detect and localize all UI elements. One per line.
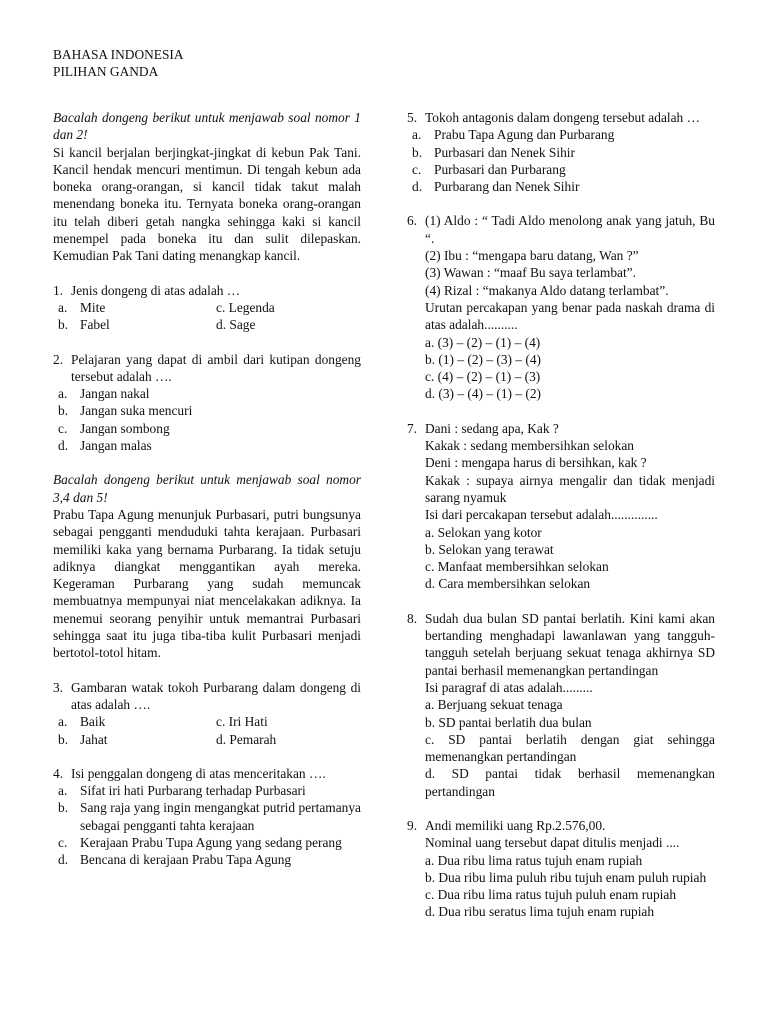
question-number: 7. [407, 420, 418, 436]
dialogue-line: (2) Ibu : “mengapa baru datang, Wan ?” [425, 248, 639, 264]
option-a: a. Selokan yang kotor [425, 524, 542, 540]
option-a: a. Sifat iri hati Purbarang terhadap Purbasari [58, 783, 306, 799]
option-b: b. Jahat [58, 731, 108, 747]
option-d: d. SD pantai tidak berhasil memenangkan pertandingan [425, 766, 715, 799]
option-b: b. Dua ribu lima puluh ribu tujuh enam puluh rupiah [425, 869, 707, 885]
dialogue-line: (1) Aldo : “ Tadi Aldo menolong anak yang jatuh, Bu “. [425, 213, 715, 246]
question-text: Nominal uang tersebut dapat ditulis menjadi .... [425, 835, 680, 851]
dialogue-line: Kakak : supaya airnya mengalir dan tidak menjadi sarang nyamuk [425, 472, 715, 505]
option-d: d. Dua ribu seratus lima tujuh enam rupiah [425, 904, 655, 920]
option-b: b. SD pantai berlatih dua bulan [425, 714, 592, 730]
question-text: Tokoh antagonis dalam dongeng tersebut adalah … [425, 110, 700, 125]
question-text: Urutan percakapan yang benar pada naskah drama di atas adalah.......... [425, 299, 715, 333]
option-b: b. Sang raja yang ingin mengangkat putrid pertamanya sebagai pengganti tahta kerajaan [58, 800, 361, 833]
question-8 [407, 610, 715, 800]
question-number: 6. [407, 213, 418, 229]
option-d: d. Purbarang dan Nenek Sihir [412, 179, 580, 195]
question-7 [407, 420, 715, 593]
option-d: d. Bencana di kerajaan Prabu Tapa Agung [58, 852, 292, 868]
dialogue-line: (4) Rizal : “makanya Aldo datang terlambat”. [425, 282, 669, 298]
option-b: b. Purbasari dan Nenek Sihir [412, 144, 575, 160]
question-text: Isi penggalan dongeng di atas menceritakan …. [71, 765, 326, 781]
option-c: c. Legenda [216, 299, 275, 315]
question-passage: Sudah dua bulan SD pantai berlatih. Kini kami akan bertanding menghadapi lawanlawan yang tangguh-tangguh setelah berjuang sekuat tenaga akhirnya SD pantai berhasil memenangkan pertandingan [425, 610, 715, 678]
option-c: c. Manfaat membersihkan selokan [425, 559, 609, 575]
question-number: 9. [407, 817, 418, 833]
option-d: d. Cara membersihkan selokan [425, 576, 591, 592]
option-b: b. Selokan yang terawat [425, 541, 554, 557]
dialogue-line: Deni : mengapa harus di bersihkan, kak ? [425, 455, 647, 471]
instruction-1: Bacalah dongeng berikut untuk menjawab soal nomor 1 dan 2! [53, 110, 361, 143]
right-column [407, 109, 715, 921]
option-a: a. Mite [58, 299, 106, 315]
option-a: a. Berjuang sekuat tenaga [425, 697, 563, 713]
option-a: a. Jangan nakal [58, 386, 150, 402]
option-a: a. Dua ribu lima ratus tujuh enam rupiah [425, 852, 643, 868]
option-c: c. Purbasari dan Purbarang [412, 161, 566, 177]
option-d: d. (3) – (4) – (1) – (2) [425, 386, 542, 402]
question-number: 3. [53, 679, 64, 695]
question-text: Pelajaran yang dapat di ambil dari kutipan dongeng tersebut adalah …. [71, 351, 361, 384]
page-header [53, 46, 184, 81]
dialogue-line: Dani : sedang apa, Kak ? [425, 420, 559, 436]
question-3 [53, 679, 361, 748]
question-number: 8. [407, 610, 418, 626]
instruction-2: Bacalah dongeng berikut untuk menjawab soal nomor 3,4 dan 5! [53, 472, 361, 505]
option-c: c. Iri Hati [216, 714, 268, 730]
question-text: Andi memiliki uang Rp.2.576,00. [425, 817, 606, 833]
question-4 [53, 765, 361, 869]
option-a: a. Prabu Tapa Agung dan Purbarang [412, 127, 615, 143]
question-9 [407, 817, 715, 921]
question-text: Isi paragraf di atas adalah......... [425, 679, 593, 695]
question-number: 4. [53, 765, 64, 781]
option-b: b. Fabel [58, 317, 110, 333]
option-c: c. Jangan sombong [58, 420, 170, 436]
question-text: Gambaran watak tokoh Purbarang dalam dongeng di atas adalah …. [71, 679, 361, 712]
dialogue-line: (3) Wawan : “maaf Bu saya terlambat”. [425, 265, 636, 281]
question-text: Isi dari percakapan tersebut adalah.............. [425, 507, 658, 523]
left-column [53, 109, 361, 869]
option-d: d. Jangan malas [58, 438, 152, 454]
option-a: a. Baik [58, 714, 106, 730]
question-number: 5. [407, 110, 418, 125]
dialogue-line: Kakak : sedang membersihkan selokan [425, 438, 634, 454]
question-text: Jenis dongeng di atas adalah … [71, 282, 241, 298]
option-c: c. Kerajaan Prabu Tupa Agung yang sedang perang [58, 834, 342, 850]
option-c: c. SD pantai berlatih dengan giat sehingga memenangkan pertandingan [425, 731, 715, 765]
question-5 [407, 109, 715, 195]
story-passage-1: Si kancil berjalan berjingkat-jingkat di kebun Pak Tani. Kancil hendak mencuri mentimun. Di tengah kebun ada boneka orang-orangan, si kancil tidak takut malah menendang boneka itu. Ternyata boneka orang-orangan itu telah diberi getah nangka sehingga kaki si kancil menempel pada boneka itu dan sulit dilepaskan. Kemudian Pak Tani dating menangkap kancil. [53, 144, 361, 264]
question-number: 1. [53, 282, 64, 298]
subject-title: BAHASA INDONESIA [53, 47, 184, 62]
option-a: a. (3) – (2) – (1) – (4) [425, 334, 541, 350]
option-b: b. Jangan suka mencuri [58, 403, 193, 419]
option-c: c. Dua ribu lima ratus tujuh puluh enam rupiah [425, 887, 677, 903]
question-1 [53, 282, 361, 334]
option-d: d. Sage [216, 317, 256, 333]
story-passage-2: Prabu Tapa Agung menunjuk Purbasari, putri bungsunya sebagai pengganti menduduki tahta kerajaan. Purbasari memiliki kaka yang bernama Purbarang. Ia tidak setuju adiknya diangkat menggantikan ayah mereka. Kegeraman Purbarang yang sudah memuncak membuatnya mempunyai niat mencelakakan adiknya. Ia menemui seorang penyihir untuk memantrai Purbasari sehingga saat itu juga tiba-tiba kulit Purbasari menjadi bertotol-totol hitam. [53, 506, 361, 661]
question-number: 2. [53, 351, 64, 367]
option-b: b. (1) – (2) – (3) – (4) [425, 351, 542, 367]
question-6 [407, 212, 715, 402]
option-d: d. Pemarah [216, 731, 277, 747]
question-2 [53, 351, 361, 455]
test-type: PILIHAN GANDA [53, 64, 159, 80]
option-c: c. (4) – (2) – (1) – (3) [425, 369, 541, 385]
